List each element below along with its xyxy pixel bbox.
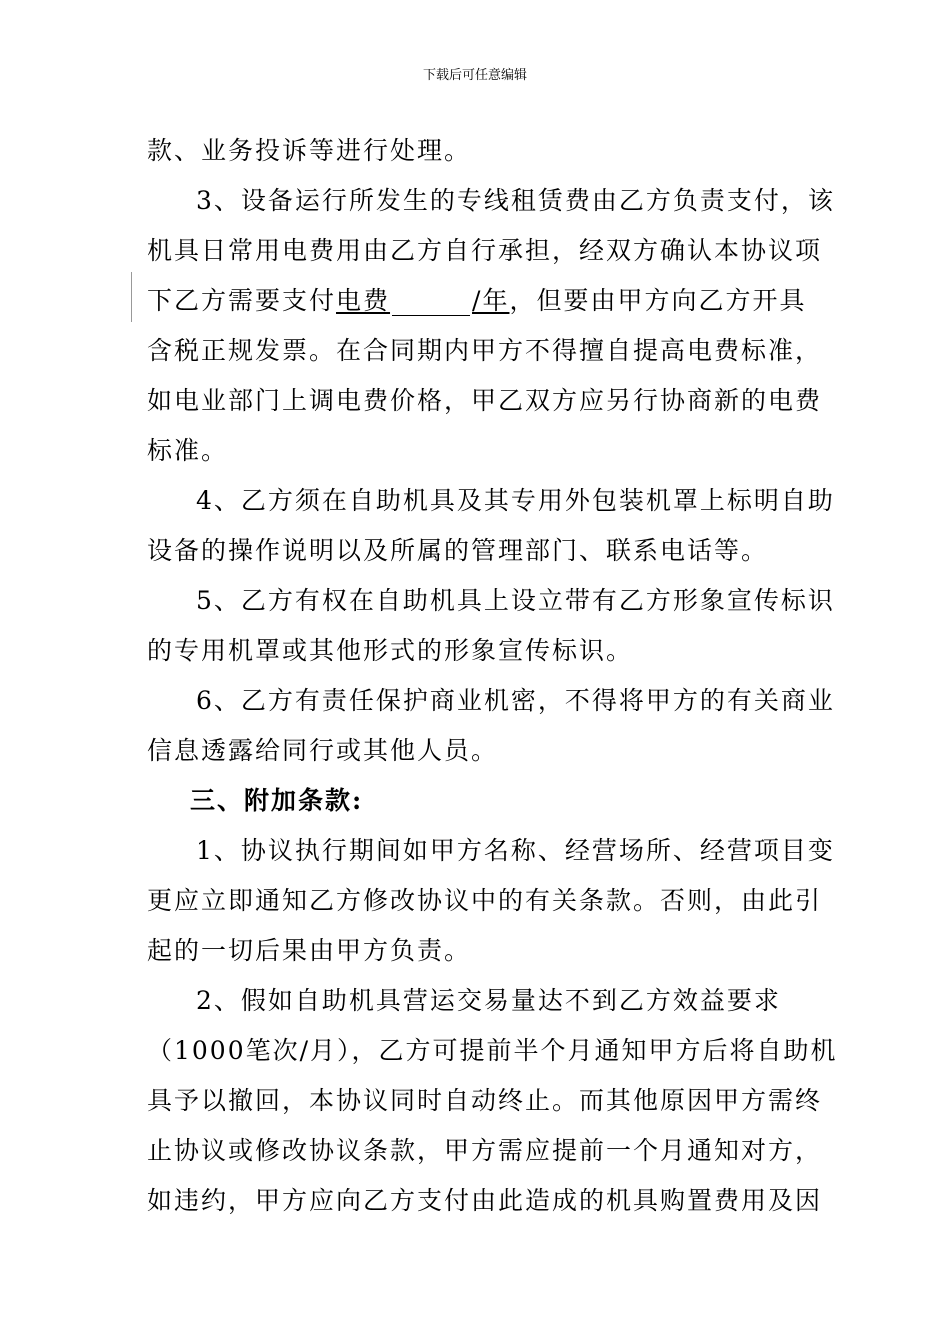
text-line-18: （1000笔次/月），乙方可提前半个月通知甲方后将自助机	[147, 1036, 838, 1065]
underlined-per-year: /年	[472, 286, 510, 315]
text-line-11: 的专用机罩或其他形式的形象宣传标识。	[147, 636, 634, 665]
text-segment: ，但要由甲方向乙方开具	[509, 286, 807, 315]
text-segment: 下乙方需要支付	[147, 286, 337, 315]
text-line-15: 更应立即通知乙方修改协议中的有关条款。否则，由此引	[147, 886, 823, 915]
text-line-20: 止协议或修改协议条款，甲方需应提前一个月通知对方，	[147, 1136, 823, 1165]
text-line-9: 设备的操作说明以及所属的管理部门、联系电话等。	[147, 536, 769, 565]
text-line-10: 5、乙方有权在自助机具上设立带有乙方形象宣传标识	[196, 586, 835, 615]
text-line-1: 款、业务投诉等进行处理。	[147, 136, 472, 165]
text-line-17: 2、假如自助机具营运交易量达不到乙方效益要求	[196, 986, 781, 1015]
margin-mark	[131, 272, 132, 322]
text-line-2: 3、设备运行所发生的专线租赁费由乙方负责支付，该	[196, 186, 835, 215]
text-line-6: 如电业部门上调电费价格，甲乙双方应另行协商新的电费	[147, 386, 823, 415]
text-line-7: 标准。	[147, 436, 229, 465]
underlined-fee: 电费	[336, 286, 391, 315]
text-line-4	[147, 286, 806, 316]
text-line-19: 具予以撤回，本协议同时自动终止。而其他原因甲方需终	[147, 1086, 823, 1115]
text-line-13: 信息透露给同行或其他人员。	[147, 736, 499, 765]
fee-blank	[392, 289, 470, 316]
page-header: 下载后可任意编辑	[422, 68, 527, 83]
text-line-16: 起的一切后果由甲方负责。	[147, 936, 472, 965]
text-line-12: 6、乙方有责任保护商业机密，不得将甲方的有关商业	[196, 686, 835, 715]
text-line-14: 1、协议执行期间如甲方名称、经营场所、经营项目变	[196, 836, 835, 865]
section-heading: 三、附加条款:	[190, 786, 364, 815]
text-line-8: 4、乙方须在自助机具及其专用外包装机罩上标明自助	[196, 486, 835, 515]
text-line-3: 机具日常用电费用由乙方自行承担，经双方确认本协议项	[147, 236, 823, 265]
text-line-21: 如违约，甲方应向乙方支付由此造成的机具购置费用及因	[147, 1186, 823, 1215]
text-line-5: 含税正规发票。在合同期内甲方不得擅自提高电费标准，	[147, 336, 823, 365]
